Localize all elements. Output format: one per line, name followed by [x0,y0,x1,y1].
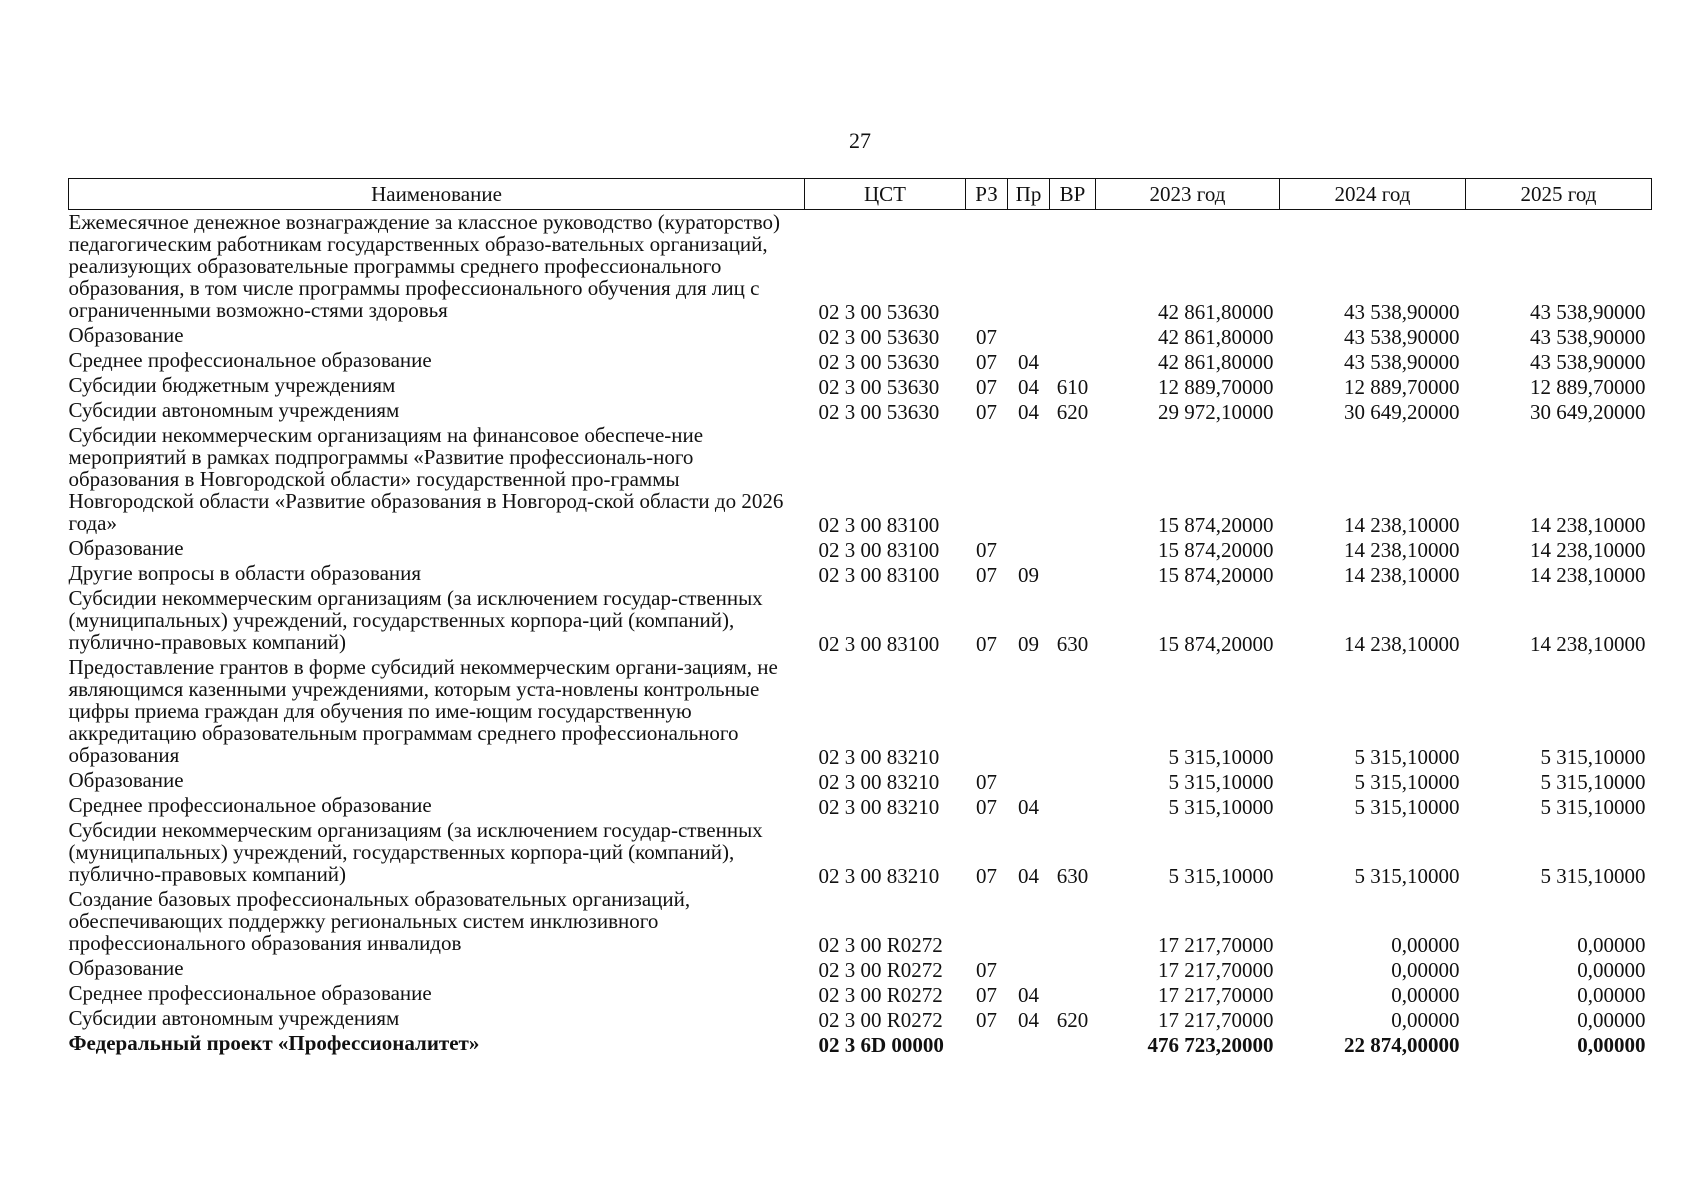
row-cst: 02 3 6D 00000 [818,1033,944,1057]
row-name: Другие вопросы в области образования [68,561,422,585]
row-name: Образование [68,323,184,347]
column-header-2025: 2025 год [1466,179,1652,210]
row-amount-2025: 5 315,10000 [1540,864,1646,888]
row-amount-2024: 0,00000 [1391,933,1460,957]
row-amount-2025: 14 238,10000 [1530,538,1646,562]
row-amount-2023: 476 723,20000 [1147,1033,1274,1057]
row-amount-2023: 15 874,20000 [1158,538,1274,562]
row-cst: 02 3 00 53630 [818,300,940,324]
row-rz: 07 [976,563,997,587]
column-header-rz: РЗ [966,179,1008,210]
row-amount-2023: 17 217,70000 [1158,983,1274,1007]
row-cst: 02 3 00 83100 [818,538,940,562]
table-row [69,981,1652,1006]
row-cst: 02 3 00 83100 [818,513,940,537]
row-amount-2023: 5 315,10000 [1168,864,1274,888]
row-amount-2024: 43 538,90000 [1344,300,1460,324]
row-amount-2023: 42 861,80000 [1158,300,1274,324]
row-amount-2024: 43 538,90000 [1344,350,1460,374]
table-header-row [69,179,1652,210]
table-row [69,956,1652,981]
row-amount-2025: 14 238,10000 [1530,632,1646,656]
row-amount-2024: 30 649,20000 [1344,400,1460,424]
row-cst: 02 3 00 R0272 [818,1008,943,1032]
row-vr [1050,561,1096,586]
row-rz: 07 [976,795,997,819]
row-vr [1050,655,1096,768]
row-amount-2023: 42 861,80000 [1158,350,1274,374]
row-amount-2024: 5 315,10000 [1354,745,1460,769]
row-cst: 02 3 00 53630 [818,325,940,349]
page-number: 27 [849,128,871,153]
row-vr: 620 [1056,1008,1089,1032]
row-amount-2023: 12 889,70000 [1158,375,1274,399]
table-row [69,536,1652,561]
table-row [69,818,1652,887]
row-name: Образование [68,768,184,792]
row-cst: 02 3 00 83100 [818,632,940,656]
table-row [69,323,1652,348]
row-amount-2023: 29 972,10000 [1158,400,1274,424]
row-name: Предоставление грантов в форме субсидий некоммерческим органи-зациям, не являющимся казенными учреждениями, которым уста-новлены контрольные цифры приема граждан для обучения по име-ющим государственную аккредитацию образовательным программам среднего профессионального образования [68,655,778,767]
row-name: Среднее профессиональное образование [68,348,432,372]
row-amount-2025: 43 538,90000 [1530,350,1646,374]
row-cst: 02 3 00 R0272 [818,983,943,1007]
row-amount-2023: 17 217,70000 [1158,958,1274,982]
row-vr [1050,323,1096,348]
row-vr [1050,1031,1096,1056]
row-vr: 610 [1056,375,1089,399]
row-amount-2024: 14 238,10000 [1344,513,1460,537]
row-amount-2024: 14 238,10000 [1344,632,1460,656]
row-amount-2025: 0,00000 [1577,983,1646,1007]
row-name: Федеральный проект «Профессионалитет» [68,1031,480,1055]
row-rz: 07 [976,1008,997,1032]
row-name: Ежемесячное денежное вознаграждение за классное руководство (кураторство) педагогическим работникам государственных образо-вательных организаций, реализующих образовательные программы среднего профессионального образования, в том числе программы профессионального обучения для лиц с ограниченными возможно-стями здоровья [68,210,781,322]
row-name: Среднее профессиональное образование [68,981,432,1005]
row-pr: 04 [1018,795,1039,819]
row-amount-2023: 5 315,10000 [1168,745,1274,769]
row-amount-2023: 17 217,70000 [1158,1008,1274,1032]
row-pr: 04 [1018,1008,1039,1032]
row-rz [966,887,1008,956]
row-name: Образование [68,956,184,980]
row-amount-2023: 5 315,10000 [1168,770,1274,794]
row-name: Субсидии некоммерческим организациям на финансовое обеспече-ние мероприятий в рамках подпрограммы «Развитие профессиональ-ного образования в Новгородской области» государственной про-граммы Новгородской области «Развитие образования в Новгород-ской области до 2026 года» [68,423,784,535]
row-vr: 630 [1056,632,1089,656]
row-name: Субсидии автономным учреждениям [68,1006,400,1030]
row-vr: 630 [1056,864,1089,888]
table-row [69,793,1652,818]
row-rz: 07 [976,632,997,656]
row-amount-2025: 5 315,10000 [1540,745,1646,769]
row-name: Субсидии некоммерческим организациям (за исключением государ-ственных (муниципальных) учреждений, государственных корпора-ций (компаний), публично-правовых компаний) [68,818,763,886]
table-row [69,586,1652,655]
table-row [69,1006,1652,1031]
row-amount-2023: 15 874,20000 [1158,632,1274,656]
row-cst: 02 3 00 53630 [818,350,940,374]
row-pr: 04 [1018,400,1039,424]
row-amount-2025: 0,00000 [1577,1008,1646,1032]
row-vr [1050,768,1096,793]
row-pr [1008,323,1050,348]
row-vr [1050,887,1096,956]
row-pr [1008,423,1050,536]
row-pr [1008,536,1050,561]
row-pr: 04 [1018,350,1039,374]
row-amount-2023: 5 315,10000 [1168,795,1274,819]
row-amount-2024: 5 315,10000 [1354,864,1460,888]
row-rz [966,1031,1008,1056]
row-amount-2025: 0,00000 [1577,1033,1646,1057]
row-pr: 04 [1018,864,1039,888]
row-rz [966,210,1008,324]
row-rz: 07 [976,538,997,562]
row-vr [1050,423,1096,536]
table-row [69,768,1652,793]
row-name: Субсидии некоммерческим организациям (за исключением государ-ственных (муниципальных) учреждений, государственных корпора-ций (компаний), публично-правовых компаний) [68,586,763,654]
row-vr [1050,793,1096,818]
row-name: Среднее профессиональное образование [68,793,432,817]
row-amount-2024: 22 874,00000 [1344,1033,1460,1057]
row-vr [1050,210,1096,324]
column-header-2023: 2023 год [1096,179,1280,210]
row-amount-2024: 12 889,70000 [1344,375,1460,399]
row-rz: 07 [976,400,997,424]
row-rz [966,423,1008,536]
table-row [69,348,1652,373]
row-rz: 07 [976,375,997,399]
row-pr: 04 [1018,375,1039,399]
row-name: Образование [68,536,184,560]
row-rz: 07 [976,864,997,888]
row-vr [1050,536,1096,561]
row-cst: 02 3 00 83100 [818,563,940,587]
budget-table [68,178,1652,1056]
row-name: Субсидии автономным учреждениям [68,398,400,422]
row-vr [1050,981,1096,1006]
row-amount-2024: 0,00000 [1391,958,1460,982]
table-row [69,210,1652,324]
table-body [69,210,1652,1057]
row-cst: 02 3 00 53630 [818,400,940,424]
row-amount-2025: 5 315,10000 [1540,770,1646,794]
table-row [69,887,1652,956]
table-row [69,423,1652,536]
row-pr [1008,956,1050,981]
row-amount-2023: 15 874,20000 [1158,513,1274,537]
row-amount-2023: 42 861,80000 [1158,325,1274,349]
row-amount-2023: 15 874,20000 [1158,563,1274,587]
row-amount-2023: 17 217,70000 [1158,933,1274,957]
row-amount-2024: 0,00000 [1391,983,1460,1007]
column-header-2024: 2024 год [1280,179,1466,210]
column-header-name: Наименование [69,179,805,210]
row-rz [966,655,1008,768]
row-pr [1008,210,1050,324]
row-amount-2024: 43 538,90000 [1344,325,1460,349]
table-row [69,655,1652,768]
row-amount-2025: 14 238,10000 [1530,513,1646,537]
row-amount-2025: 14 238,10000 [1530,563,1646,587]
row-cst: 02 3 00 83210 [818,770,940,794]
table-row [69,398,1652,423]
row-vr [1050,348,1096,373]
row-amount-2024: 14 238,10000 [1344,538,1460,562]
row-pr: 09 [1018,563,1039,587]
row-pr [1008,655,1050,768]
row-pr: 04 [1018,983,1039,1007]
row-pr: 09 [1018,632,1039,656]
row-amount-2024: 5 315,10000 [1354,770,1460,794]
row-cst: 02 3 00 R0272 [818,958,943,982]
row-amount-2024: 0,00000 [1391,1008,1460,1032]
row-rz: 07 [976,325,997,349]
row-pr [1008,887,1050,956]
row-cst: 02 3 00 83210 [818,864,940,888]
table-row [69,1031,1652,1056]
row-amount-2024: 5 315,10000 [1354,795,1460,819]
table-row [69,373,1652,398]
row-amount-2025: 43 538,90000 [1530,325,1646,349]
row-vr: 620 [1056,400,1089,424]
row-amount-2025: 12 889,70000 [1530,375,1646,399]
column-header-vr: ВР [1050,179,1096,210]
row-pr [1008,768,1050,793]
row-rz: 07 [976,958,997,982]
row-cst: 02 3 00 53630 [818,375,940,399]
row-amount-2025: 5 315,10000 [1540,795,1646,819]
row-rz: 07 [976,770,997,794]
row-amount-2025: 43 538,90000 [1530,300,1646,324]
row-name: Субсидии бюджетным учреждениям [68,373,396,397]
row-vr [1050,956,1096,981]
row-cst: 02 3 00 R0272 [818,933,943,957]
table-row [69,561,1652,586]
column-header-pr: Пр [1008,179,1050,210]
row-amount-2025: 0,00000 [1577,958,1646,982]
row-cst: 02 3 00 83210 [818,745,940,769]
row-rz: 07 [976,350,997,374]
row-pr [1008,1031,1050,1056]
row-rz: 07 [976,983,997,1007]
row-name: Создание базовых профессиональных образовательных организаций, обеспечивающих поддержку региональных систем инклюзивного профессионального образования инвалидов [68,887,691,955]
row-amount-2025: 30 649,20000 [1530,400,1646,424]
row-amount-2025: 0,00000 [1577,933,1646,957]
row-amount-2024: 14 238,10000 [1344,563,1460,587]
column-header-cst: ЦСТ [805,179,966,210]
row-cst: 02 3 00 83210 [818,795,940,819]
